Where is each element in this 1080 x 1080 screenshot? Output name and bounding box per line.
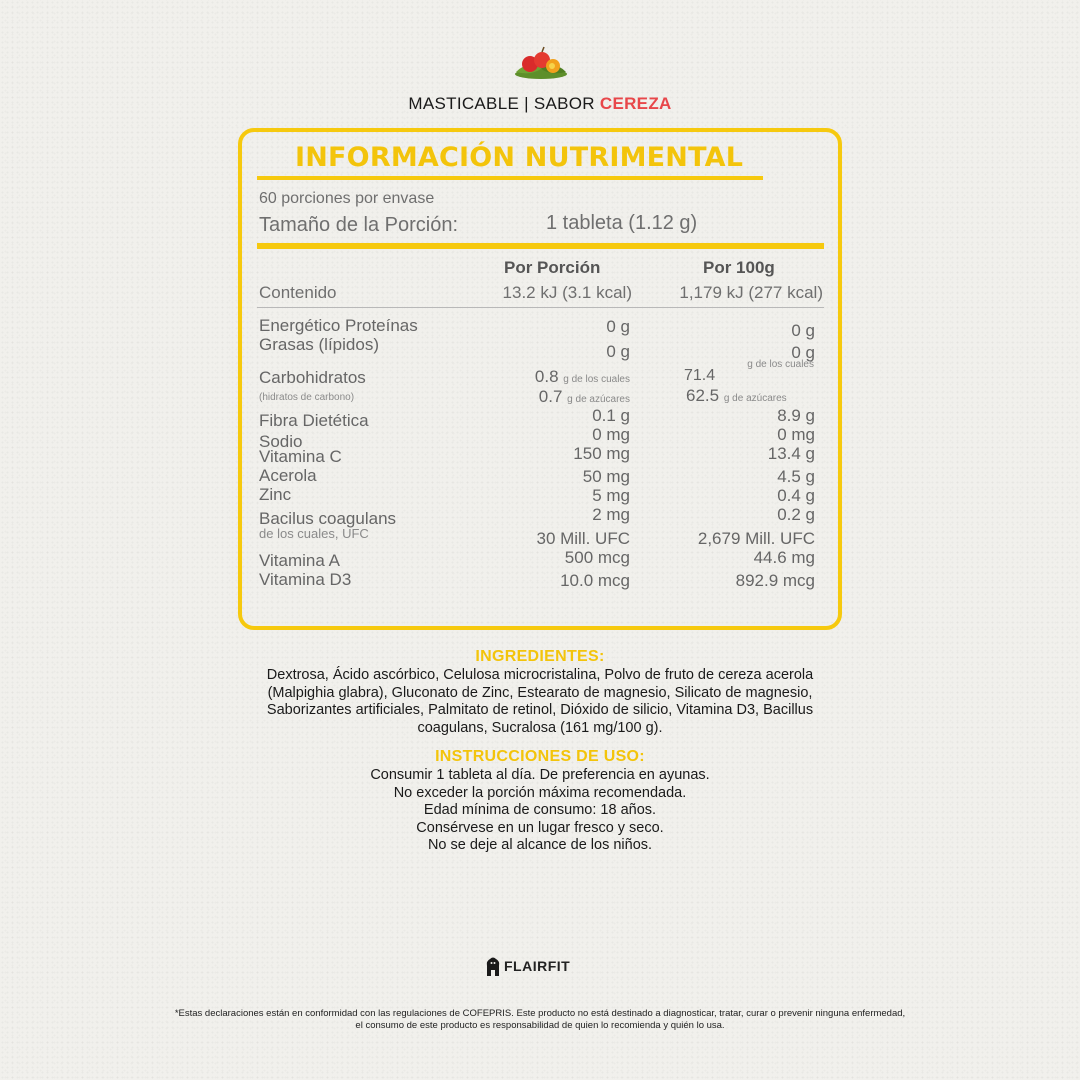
nutrient-note: g de los cuales [747,359,814,370]
serving-size-label: Tamaño de la Porción: [259,214,459,236]
nutrient-per-serving [535,367,630,387]
nutrient-per-100g: 0.2 g [777,505,815,524]
nutrient-label: Bacilus coagulans [259,509,397,528]
nutrient-value: 62.5 [686,386,720,405]
nutrient-per-serving: 10.0 mcg [560,571,630,590]
nutrient-per-serving: 0.1 g [592,406,630,425]
panel-title: INFORMACIÓN NUTRIMENTAL [295,142,744,173]
nutrient-label: Acerola [259,466,317,485]
instruction-line: Edad mínima de consumo: 18 años. [423,802,657,818]
nutrient-label: Vitamina C [259,447,342,466]
nutrient-per-serving: 500 mcg [564,548,630,567]
nutrient-per-serving: 50 mg [582,467,630,486]
nutrient-label: Grasas (lípidos) [259,335,379,354]
flavor-name: CEREZA [599,94,672,113]
nutrient-per-serving: 30 Mill. UFC [536,529,630,548]
product-subtitle [0,94,1080,114]
serving-size-value: 1 tableta (1.12 g) [546,212,698,234]
content-per-serving: 13.2 kJ (3.1 kcal) [502,283,632,302]
nutrient-note: g de azúcares [567,394,630,405]
nutrient-sublabel: (hidratos de carbono) [259,392,355,403]
nutrient-per-serving: 0 mg [592,425,630,444]
nutrient-per-100g [686,386,787,406]
nutrient-label: Energético Proteínas [259,316,418,335]
nutrient-per-100g: 0.4 g [777,486,815,505]
servings-per-container: 60 porciones por envase [259,190,435,207]
nutrient-per-100g: 13.4 g [767,444,815,463]
nutrient-per-100g: 4.5 g [777,467,815,486]
ingredients-title: INGREDIENTES: [475,648,605,665]
nutrient-per-100g: 0 g [791,343,815,362]
nutrient-per-serving: 0 g [606,342,630,361]
nutrient-per-100g: 8.9 g [777,406,815,425]
brand-name: FLAIRFIT [504,958,571,974]
legal-disclaimer [0,1008,1080,1032]
gorilla-logo-icon [484,956,502,976]
acerola-cherry-icon [508,46,574,82]
title-underline [257,176,763,180]
disclaimer-line: *Estas declaraciones están en conformidad con las regulaciones de COFEPRIS. Este producto no está destinado a diagnosticar, tratar, curar o prevenir ninguna enfermedad, [174,1008,906,1019]
instructions-title: INSTRUCCIONES DE USO: [435,748,645,765]
nutrient-per-serving: 2 mg [592,505,630,524]
instruction-line: Consérvese en un lugar fresco y seco. [416,819,664,836]
nutrient-per-100g: 892.9 mcg [735,571,815,590]
nutrient-per-serving: 150 mg [573,444,630,463]
nutrient-sublabel: de los cuales, UFC [259,526,369,541]
nutrient-value: 0.7 [538,387,563,406]
serving-divider [257,243,824,249]
nutrient-value: 0.8 [534,367,559,386]
col-header-per-serving: Por Porción [504,258,601,277]
nutrient-per-100g: 2,679 Mill. UFC [697,529,815,548]
content-label: Contenido [259,283,337,302]
nutrient-per-serving: 0 g [606,317,630,336]
col-header-per-100g: Por 100g [703,258,775,277]
nutrient-label: Carbohidratos [259,368,366,387]
nutrient-per-100g: 44.6 mg [753,548,815,567]
ingredients-text: Dextrosa, Ácido ascórbico, Celulosa microcristalina, Polvo de fruto de cereza acerola (Malpighia glabra), Gluconato de Zinc, Estearato de magnesio, Silicato de magnesio, Saborizantes artificiales, Palmitato de retinol, Dióxido de silicio, Vitamina D3, Bacillus coagulans, Sucralosa (161 mg/100 g). [266,667,814,736]
nutrient-per-serving [539,387,630,407]
instruction-line: No se deje al alcance de los niños. [427,837,653,853]
nutrient-note: g de azúcares [723,393,787,404]
nutrient-label: Vitamina A [259,551,340,570]
content-divider [257,307,824,308]
content-per-100g: 1,179 kJ (277 kcal) [679,283,823,302]
nutrient-per-100g: 0 g [791,321,815,340]
instruction-line: No exceder la porción máxima recomendada. [393,784,687,801]
nutrient-label: Vitamina D3 [259,570,352,589]
nutrient-label: Fibra Dietética [259,411,369,430]
nutrient-note: g de los cuales [563,374,630,385]
disclaimer-line: el consumo de este producto es responsabilidad de quien lo recomienda y quién lo usa. [355,1020,725,1031]
nutrient-label: Zinc [259,485,292,504]
nutrient-label: Sodio [259,432,303,451]
nutrient-per-100g: 0 mg [777,425,815,444]
nutrient-per-100g: 71.4 [684,367,716,384]
instruction-line: Consumir 1 tableta al día. De preferencia en ayunas. [370,767,710,783]
nutrient-per-serving: 5 mg [592,486,630,505]
brand-logo [484,955,570,977]
instructions-list [0,767,1080,855]
subtitle-prefix: MASTICABLE | SABOR [408,94,600,113]
